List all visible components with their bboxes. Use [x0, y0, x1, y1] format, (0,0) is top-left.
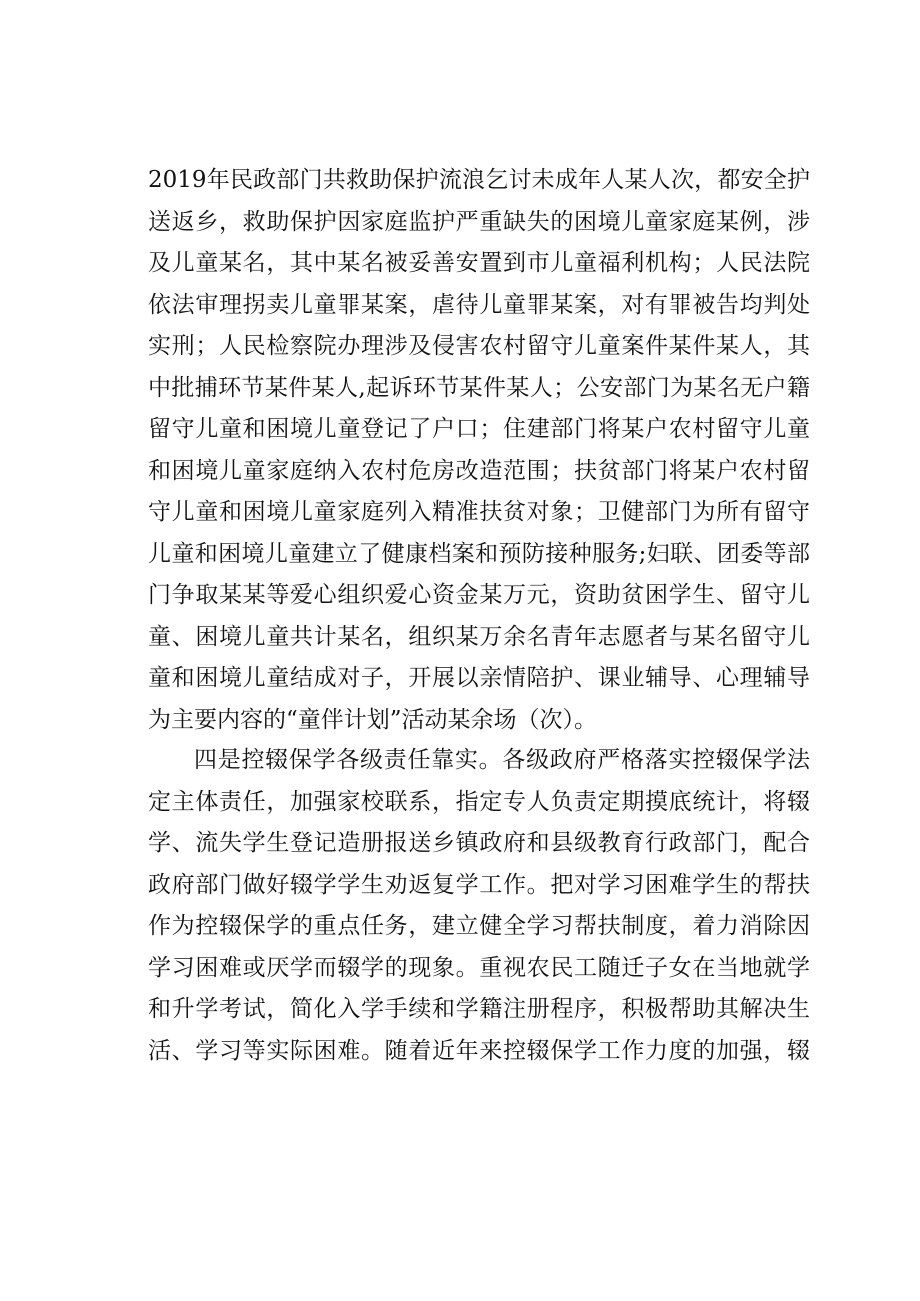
- text-line: 及儿童某名，其中某名被妥善安置到市儿童福利机构；人民法院: [148, 250, 810, 276]
- text-line: 和困境儿童家庭纳入农村危房改造范围；扶贫部门将某户农村留: [148, 457, 810, 484]
- text-line: 学、流失学生登记造册报送乡镇政府和县级教育行政部门，配合: [148, 830, 810, 856]
- paragraph-child-protection: [148, 160, 810, 741]
- text-line: 儿童和困境儿童建立了健康档案和预防接种服务;妇联、团委等部: [148, 540, 810, 567]
- text-line: 实刑；人民检察院办理涉及侵害农村留守儿童案件某件某人，其: [148, 333, 810, 359]
- text-line: 门争取某某等爱心组织爱心资金某万元，资助贫困学生、留守儿: [148, 582, 810, 608]
- text-line: 童、困境儿童共计某名，组织某万余名青年志愿者与某名留守儿: [148, 623, 810, 650]
- text-line: 和升学考试，简化入学手续和学籍注册程序，积极帮助其解决生: [148, 996, 810, 1022]
- paragraph-dropout-control: [148, 740, 810, 1072]
- text-line: 为主要内容的“童伴计划”活动某余场（次）。: [148, 706, 598, 733]
- text-line: 政府部门做好辍学学生劝返复学工作。把对学习困难学生的帮扶: [148, 871, 810, 898]
- text-line: 童和困境儿童结成对子，开展以亲情陪护、课业辅导、心理辅导: [148, 665, 810, 691]
- text-line: 2019年民政部门共救助保护流浪乞讨未成年人某人次，都安全护: [148, 167, 810, 193]
- text-line: 守儿童和困境儿童家庭列入精准扶贫对象；卫健部门为所有留守: [148, 499, 810, 525]
- text-line: 作为控辍保学的重点任务，建立健全学习帮扶制度，着力消除因: [148, 913, 810, 939]
- text-line: 依法审理拐卖儿童罪某案，虐待儿童罪某案，对有罪被告均判处: [148, 291, 810, 318]
- text-line: 四是控辍保学各级责任靠实。各级政府严格落实控辍保学法: [194, 747, 810, 773]
- text-line: 中批捕环节某件某人,起诉环节某件某人；公安部门为某名无户籍: [148, 374, 810, 401]
- text-line: 留守儿童和困境儿童登记了户口；住建部门将某户农村留守儿童: [148, 416, 810, 442]
- text-line: 定主体责任，加强家校联系，指定专人负责定期摸底统计，将辍: [148, 788, 810, 815]
- text-line: 送返乡，救助保护因家庭监护严重缺失的困境儿童家庭某例，涉: [148, 208, 810, 235]
- text-line: 学习困难或厌学而辍学的现象。重视农民工随迁子女在当地就学: [148, 954, 810, 981]
- text-line: 活、学习等实际困难。随着近年来控辍保学工作力度的加强，辍: [148, 1037, 810, 1064]
